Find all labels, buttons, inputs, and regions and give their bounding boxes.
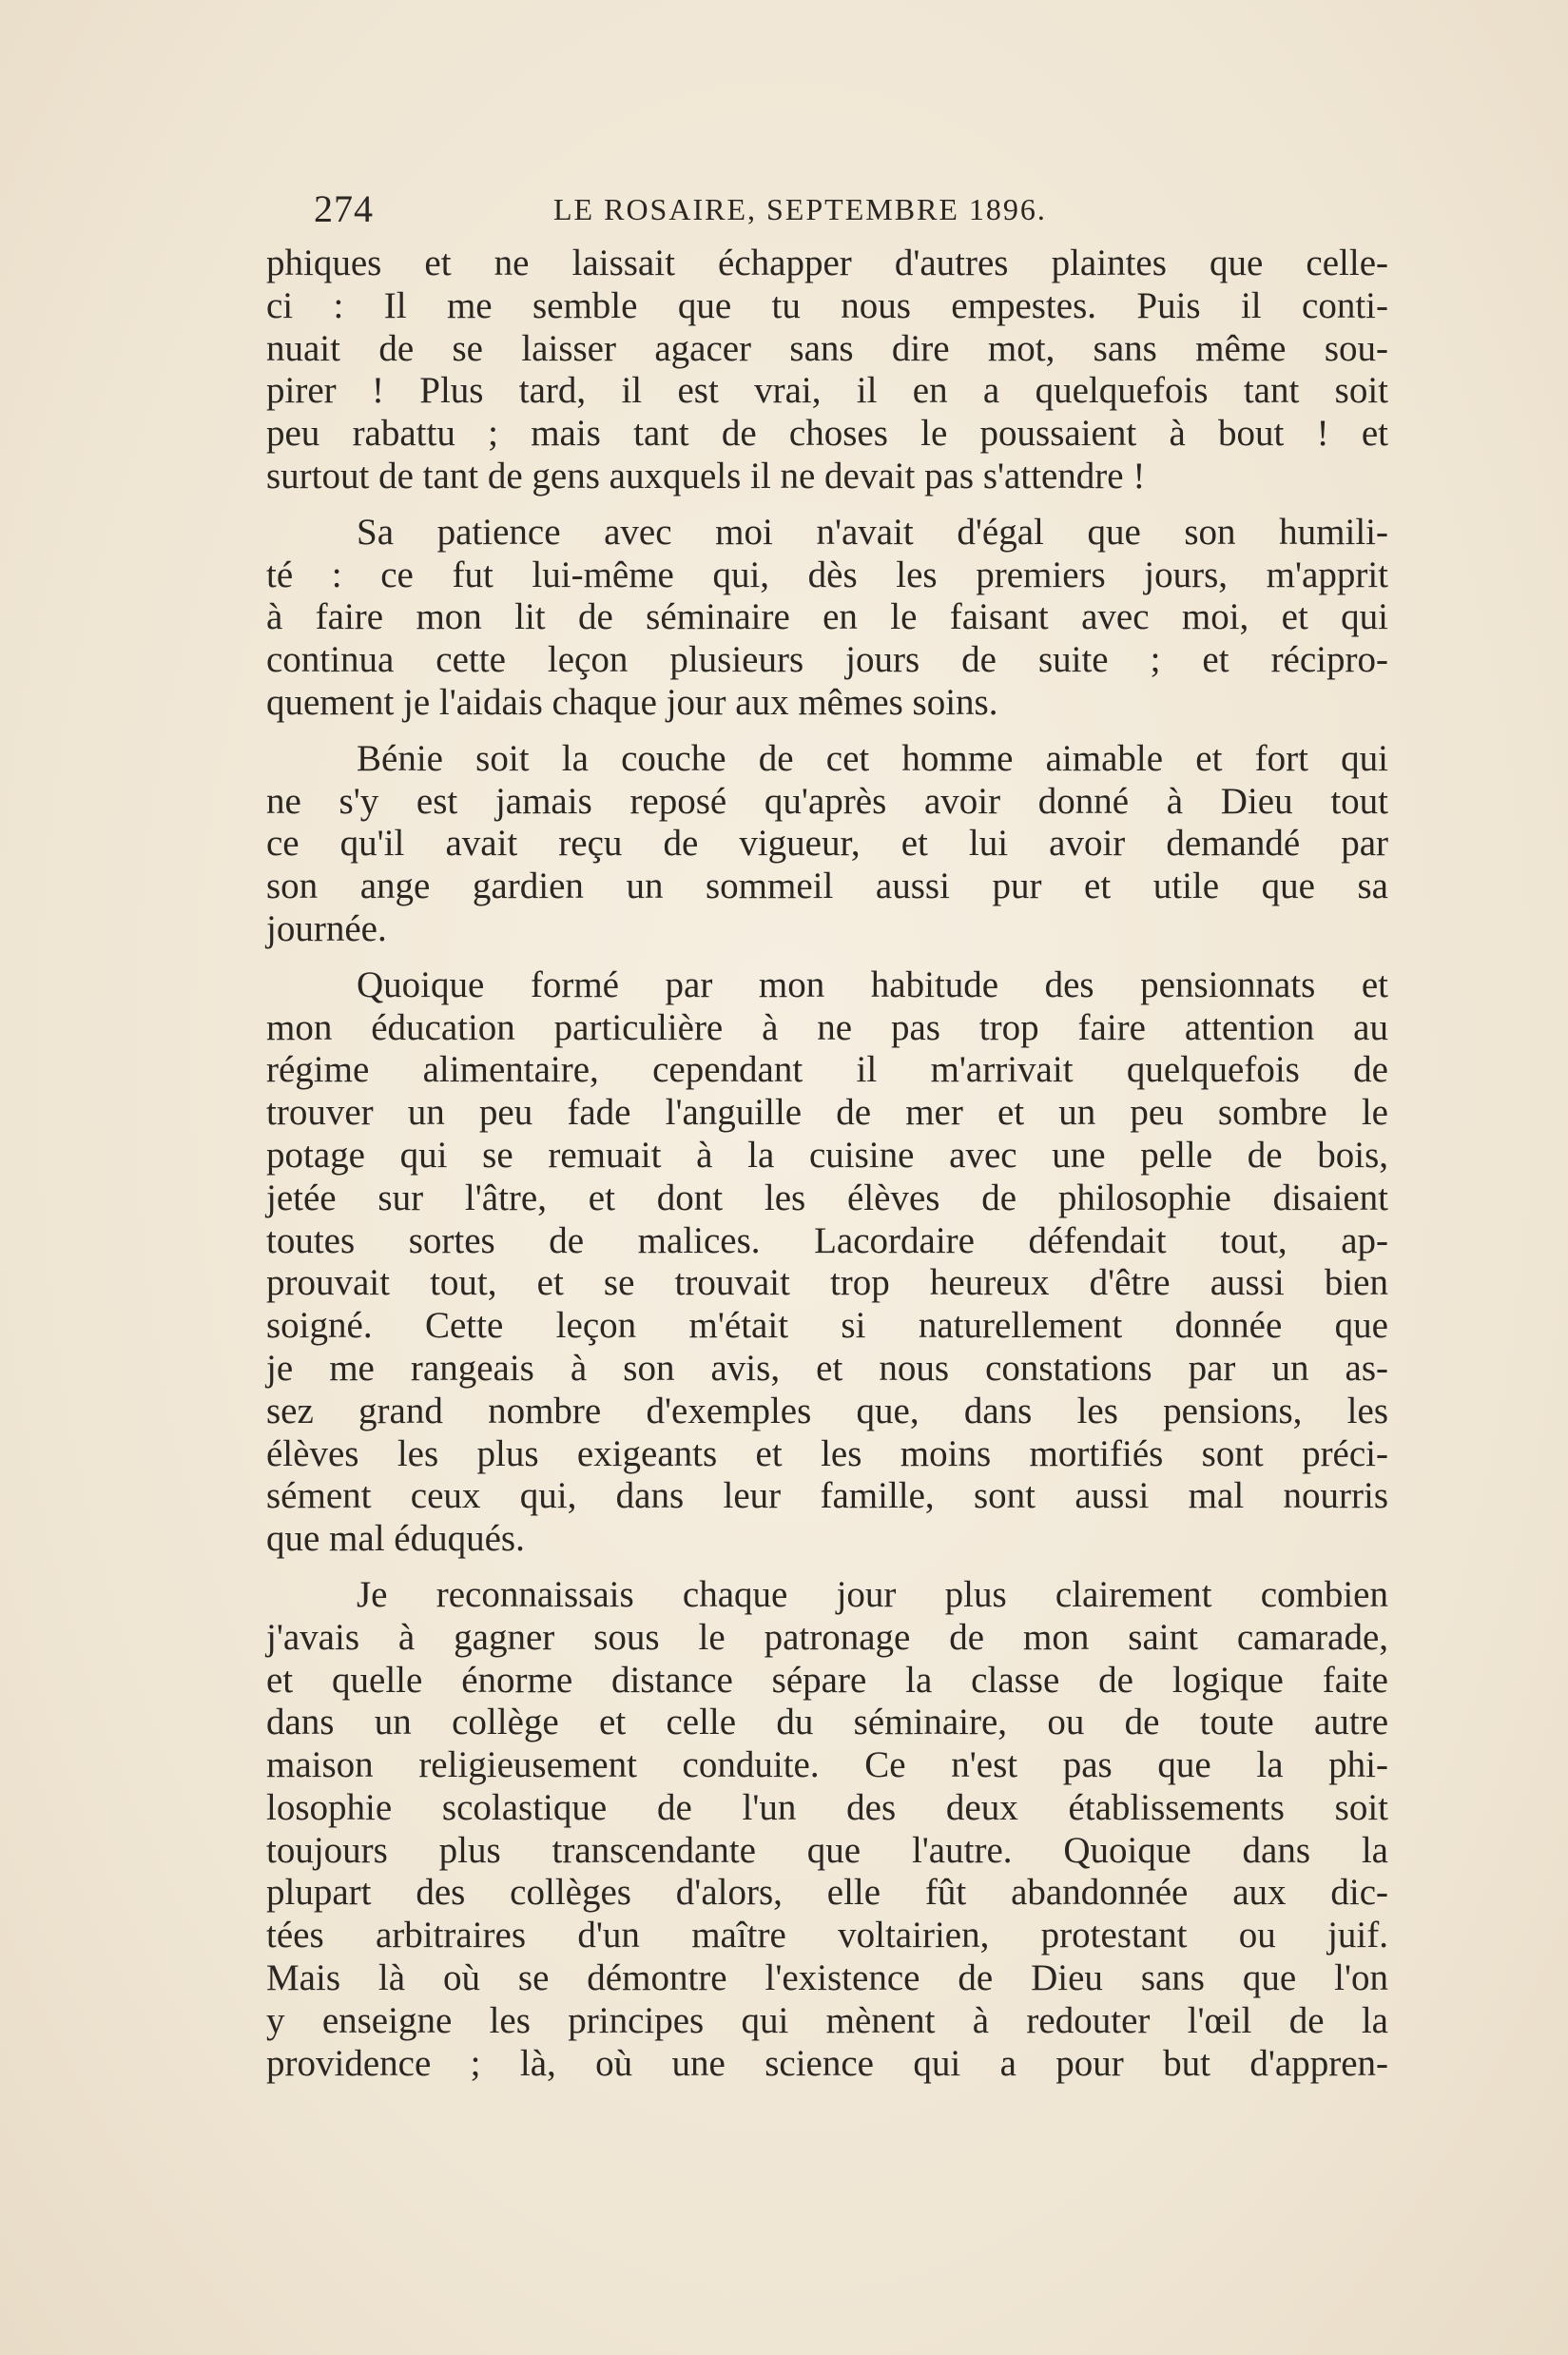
text-line: régime alimentaire, cependant il m'arrivait quelquefois de xyxy=(266,1049,1388,1091)
text-line: et quelle énorme distance sépare la classe de logique faite xyxy=(266,1659,1388,1701)
paragraph xyxy=(266,1574,1388,2086)
text-line: Mais là où se démontre l'existence de Dieu sans que l'on xyxy=(266,1957,1388,1999)
text-line: potage qui se remuait à la cuisine avec une pelle de bois, xyxy=(266,1134,1388,1176)
text-line: providence ; là, où une science qui a pour but d'appren- xyxy=(266,2042,1388,2084)
text-line: quement je l'aidais chaque jour aux mêmes soins. xyxy=(266,681,998,723)
paragraph xyxy=(266,964,1388,1561)
text-line: Sa patience avec moi n'avait d'égal que son humili- xyxy=(357,511,1388,553)
text-line: jetée sur l'âtre, et dont les élèves de philosophie disaient xyxy=(266,1177,1388,1218)
text-line: tées arbitraires d'un maître voltairien, protestant ou juif. xyxy=(266,1915,1388,1956)
text-line: peu rabattu ; mais tant de choses le poussaient à bout ! et xyxy=(266,413,1388,455)
text-line: à faire mon lit de séminaire en le faisant avec moi, et qui xyxy=(266,596,1388,638)
text-line: maison religieusement conduite. Ce n'est pas que la phi- xyxy=(266,1744,1388,1786)
text-line: sément ceux qui, dans leur famille, sont aussi mal nourris xyxy=(266,1475,1388,1517)
text-line: pirer ! Plus tard, il est vrai, il en a quelquefois tant soit xyxy=(266,370,1388,412)
text-line: soigné. Cette leçon m'était si naturellement donnée que xyxy=(266,1305,1388,1347)
text-line: losophie scolastique de l'un des deux établissements soit xyxy=(266,1786,1388,1828)
text-line: je me rangeais à son avis, et nous constations par un as- xyxy=(266,1347,1388,1389)
text-line: dans un collège et celle du séminaire, ou de toute autre xyxy=(266,1702,1388,1743)
text-line: toutes sortes de malices. Lacordaire défendait tout, ap- xyxy=(266,1219,1388,1261)
text-line: j'avais à gagner sous le patronage de mon saint camarade, xyxy=(266,1616,1388,1658)
text-line: mon éducation particulière à ne pas trop faire attention au xyxy=(266,1006,1388,1048)
text-line: trouver un peu fade l'anguille de mer et un peu sombre le xyxy=(266,1092,1388,1134)
text-line: té : ce fut lui-même qui, dès les premiers jours, m'apprit xyxy=(266,554,1388,595)
text-line: plupart des collèges d'alors, elle fût abandonnée aux dic- xyxy=(266,1872,1388,1914)
paragraph xyxy=(266,243,1388,498)
text-line: surtout de tant de gens auxquels il ne devait pas s'attendre ! xyxy=(266,455,1146,496)
text-line: que mal éduqués. xyxy=(266,1518,525,1560)
text-line: journée. xyxy=(266,907,387,949)
text-line: sez grand nombre d'exemples que, dans les pensions, les xyxy=(266,1390,1388,1431)
body-text xyxy=(266,243,1388,2098)
text-line: phiques et ne laissait échapper d'autres plaintes que celle- xyxy=(266,243,1388,283)
page-number: 274 xyxy=(314,187,374,230)
text-line: prouvait tout, et se trouvait trop heureux d'être aussi bien xyxy=(266,1262,1388,1304)
text-line: Bénie soit la couche de cet homme aimable et fort qui xyxy=(357,737,1388,779)
text-line: Je reconnaissais chaque jour plus clairement combien xyxy=(357,1573,1388,1615)
paragraph xyxy=(266,512,1388,725)
running-head: LE ROSAIRE, SEPTEMBRE 1896. xyxy=(553,192,1047,226)
text-line: ne s'y est jamais reposé qu'après avoir donné à Dieu tout xyxy=(266,780,1388,822)
text-line: ci : Il me semble que tu nous empestes. Puis il conti- xyxy=(266,284,1388,326)
text-line: son ange gardien un sommeil aussi pur et utile que sa xyxy=(266,866,1388,907)
text-line: nuait de se laisser agacer sans dire mot, sans même sou- xyxy=(266,327,1388,369)
text-line: toujours plus transcendante que l'autre. Quoique dans la xyxy=(266,1829,1388,1871)
text-line: élèves les plus exigeants et les moins mortifiés sont préci- xyxy=(266,1432,1388,1474)
page-header xyxy=(314,186,1113,243)
text-line: Quoique formé par mon habitude des pensionnats et xyxy=(357,963,1388,1005)
text-line: continua cette leçon plusieurs jours de suite ; et récipro- xyxy=(266,639,1388,681)
paragraph xyxy=(266,738,1388,951)
text-line: y enseigne les principes qui mènent à redouter l'œil de la xyxy=(266,1999,1388,2041)
text-line: ce qu'il avait reçu de vigueur, et lui avoir demandé par xyxy=(266,823,1388,865)
